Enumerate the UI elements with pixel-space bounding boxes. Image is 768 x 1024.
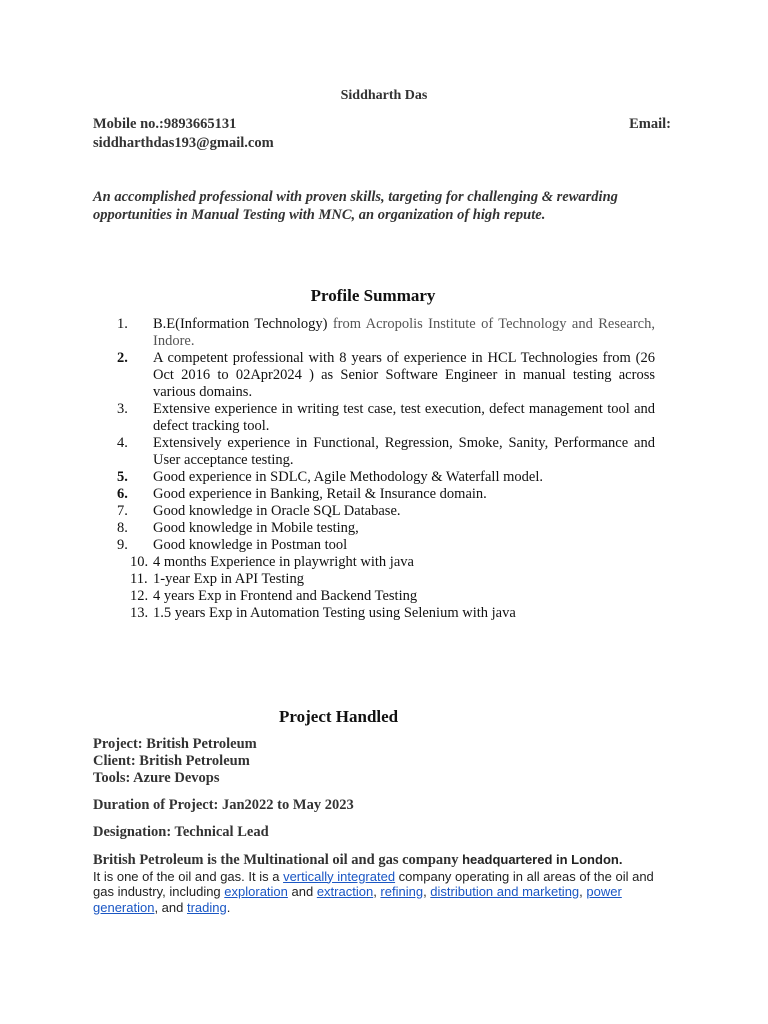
- item-text: Good knowledge in Mobile testing,: [153, 520, 359, 536]
- project-handled-heading: Project Handled: [279, 707, 399, 726]
- description-lead-hq: headquartered in London.: [458, 852, 623, 867]
- designation: Designation: Technical Lead: [93, 824, 269, 840]
- item-number: 2.: [117, 350, 128, 366]
- item-text: Extensively experience in Functional, Regression, Smoke, Sanity, Performance and User acceptance testing.: [153, 435, 655, 468]
- item-number: 3.: [117, 401, 128, 417]
- list-item: [93, 503, 655, 520]
- item-number: 11.: [130, 571, 148, 587]
- description-lead: British Petroleum is the Multinational oil and gas company: [93, 852, 459, 868]
- profile-summary-heading: Profile Summary: [310, 286, 436, 305]
- description-text: , and: [154, 899, 187, 915]
- item-number: 1.: [117, 316, 128, 332]
- description-text: It is one of the oil and gas. It is a: [93, 868, 284, 884]
- item-number: 10.: [130, 554, 149, 570]
- item-text: B.E(Information Technology): [153, 316, 328, 332]
- item-text: Good experience in SDLC, Agile Methodology & Waterfall model.: [153, 469, 543, 485]
- description-text: ,: [423, 884, 431, 899]
- description-text: .: [226, 899, 231, 915]
- link-refining[interactable]: refining: [380, 884, 424, 899]
- email-address: siddharthdas193@gmail.com: [93, 135, 274, 151]
- item-number: 12.: [130, 588, 149, 604]
- description-text: ,: [373, 884, 381, 899]
- project-details: [93, 736, 673, 787]
- item-text: Good knowledge in Oracle SQL Database.: [153, 503, 401, 519]
- list-item: [93, 486, 655, 503]
- item-number: 13.: [130, 605, 149, 621]
- list-item: [93, 469, 655, 486]
- project-name: Project: British Petroleum: [93, 736, 257, 752]
- item-number: 7.: [117, 503, 128, 519]
- item-number: 5.: [117, 469, 128, 485]
- mobile-number: Mobile no.:9893665131: [93, 116, 237, 132]
- item-number: 9.: [117, 537, 128, 553]
- career-objective: An accomplished professional with proven skills, targeting for challenging & rewarding opportunities in Manual Testing with MNC, an organization of high repute.: [93, 189, 618, 223]
- item-text: Good experience in Banking, Retail & Insurance domain.: [153, 486, 487, 502]
- item-number: 6.: [117, 486, 128, 502]
- email-label: Email:: [629, 116, 671, 132]
- list-item: [93, 537, 655, 554]
- list-item: [93, 520, 655, 537]
- link-distribution-marketing[interactable]: distribution and marketing: [430, 884, 580, 899]
- tools-used: Tools: Azure Devops: [93, 770, 220, 786]
- client-name: Client: British Petroleum: [93, 753, 250, 769]
- item-number: 8.: [117, 520, 128, 536]
- item-number: 4.: [117, 435, 128, 451]
- profile-summary-list: [93, 316, 655, 622]
- list-item: [93, 571, 655, 588]
- project-description: [93, 852, 663, 915]
- list-item: [93, 350, 655, 401]
- list-item: [93, 588, 655, 605]
- item-text: A competent professional with 8 years of experience in HCL Technologies from (26 Oct 2016 to 02Apr2024 ) as Senior Software Engineer in manual testing across various domains.: [153, 350, 655, 400]
- description-text: ,: [579, 884, 587, 899]
- project-duration: Duration of Project: Jan2022 to May 2023: [93, 797, 354, 813]
- contact-block: [93, 115, 671, 153]
- list-item: [93, 435, 655, 469]
- link-power-generation[interactable]: power generation: [93, 884, 622, 915]
- list-item: [93, 605, 655, 622]
- candidate-name: Siddharth Das: [340, 88, 428, 103]
- description-text: and: [287, 884, 317, 899]
- link-extraction[interactable]: extraction: [316, 884, 374, 899]
- list-item: [93, 401, 655, 435]
- item-text: Good knowledge in Postman tool: [153, 537, 348, 553]
- list-item: [93, 316, 655, 350]
- link-vertically-integrated[interactable]: vertically integrated: [283, 868, 396, 884]
- link-trading[interactable]: trading: [186, 899, 227, 915]
- link-exploration[interactable]: exploration: [224, 884, 288, 899]
- item-text: 1.5 years Exp in Automation Testing using Selenium with java: [153, 605, 516, 621]
- item-text: 4 years Exp in Frontend and Backend Testing: [153, 588, 418, 604]
- description-text: company operating in all areas of the oil and gas industry, including: [93, 868, 654, 899]
- contact-row: [93, 115, 671, 134]
- item-text: 1-year Exp in API Testing: [153, 571, 304, 587]
- item-text: 4 months Experience in playwright with java: [153, 554, 414, 570]
- list-item: [93, 554, 655, 571]
- item-text-secondary: from Acropolis Institute of Technology and Research, Indore.: [153, 316, 655, 349]
- item-text: Extensive experience in writing test case, test execution, defect management tool and defect tracking tool.: [153, 401, 655, 434]
